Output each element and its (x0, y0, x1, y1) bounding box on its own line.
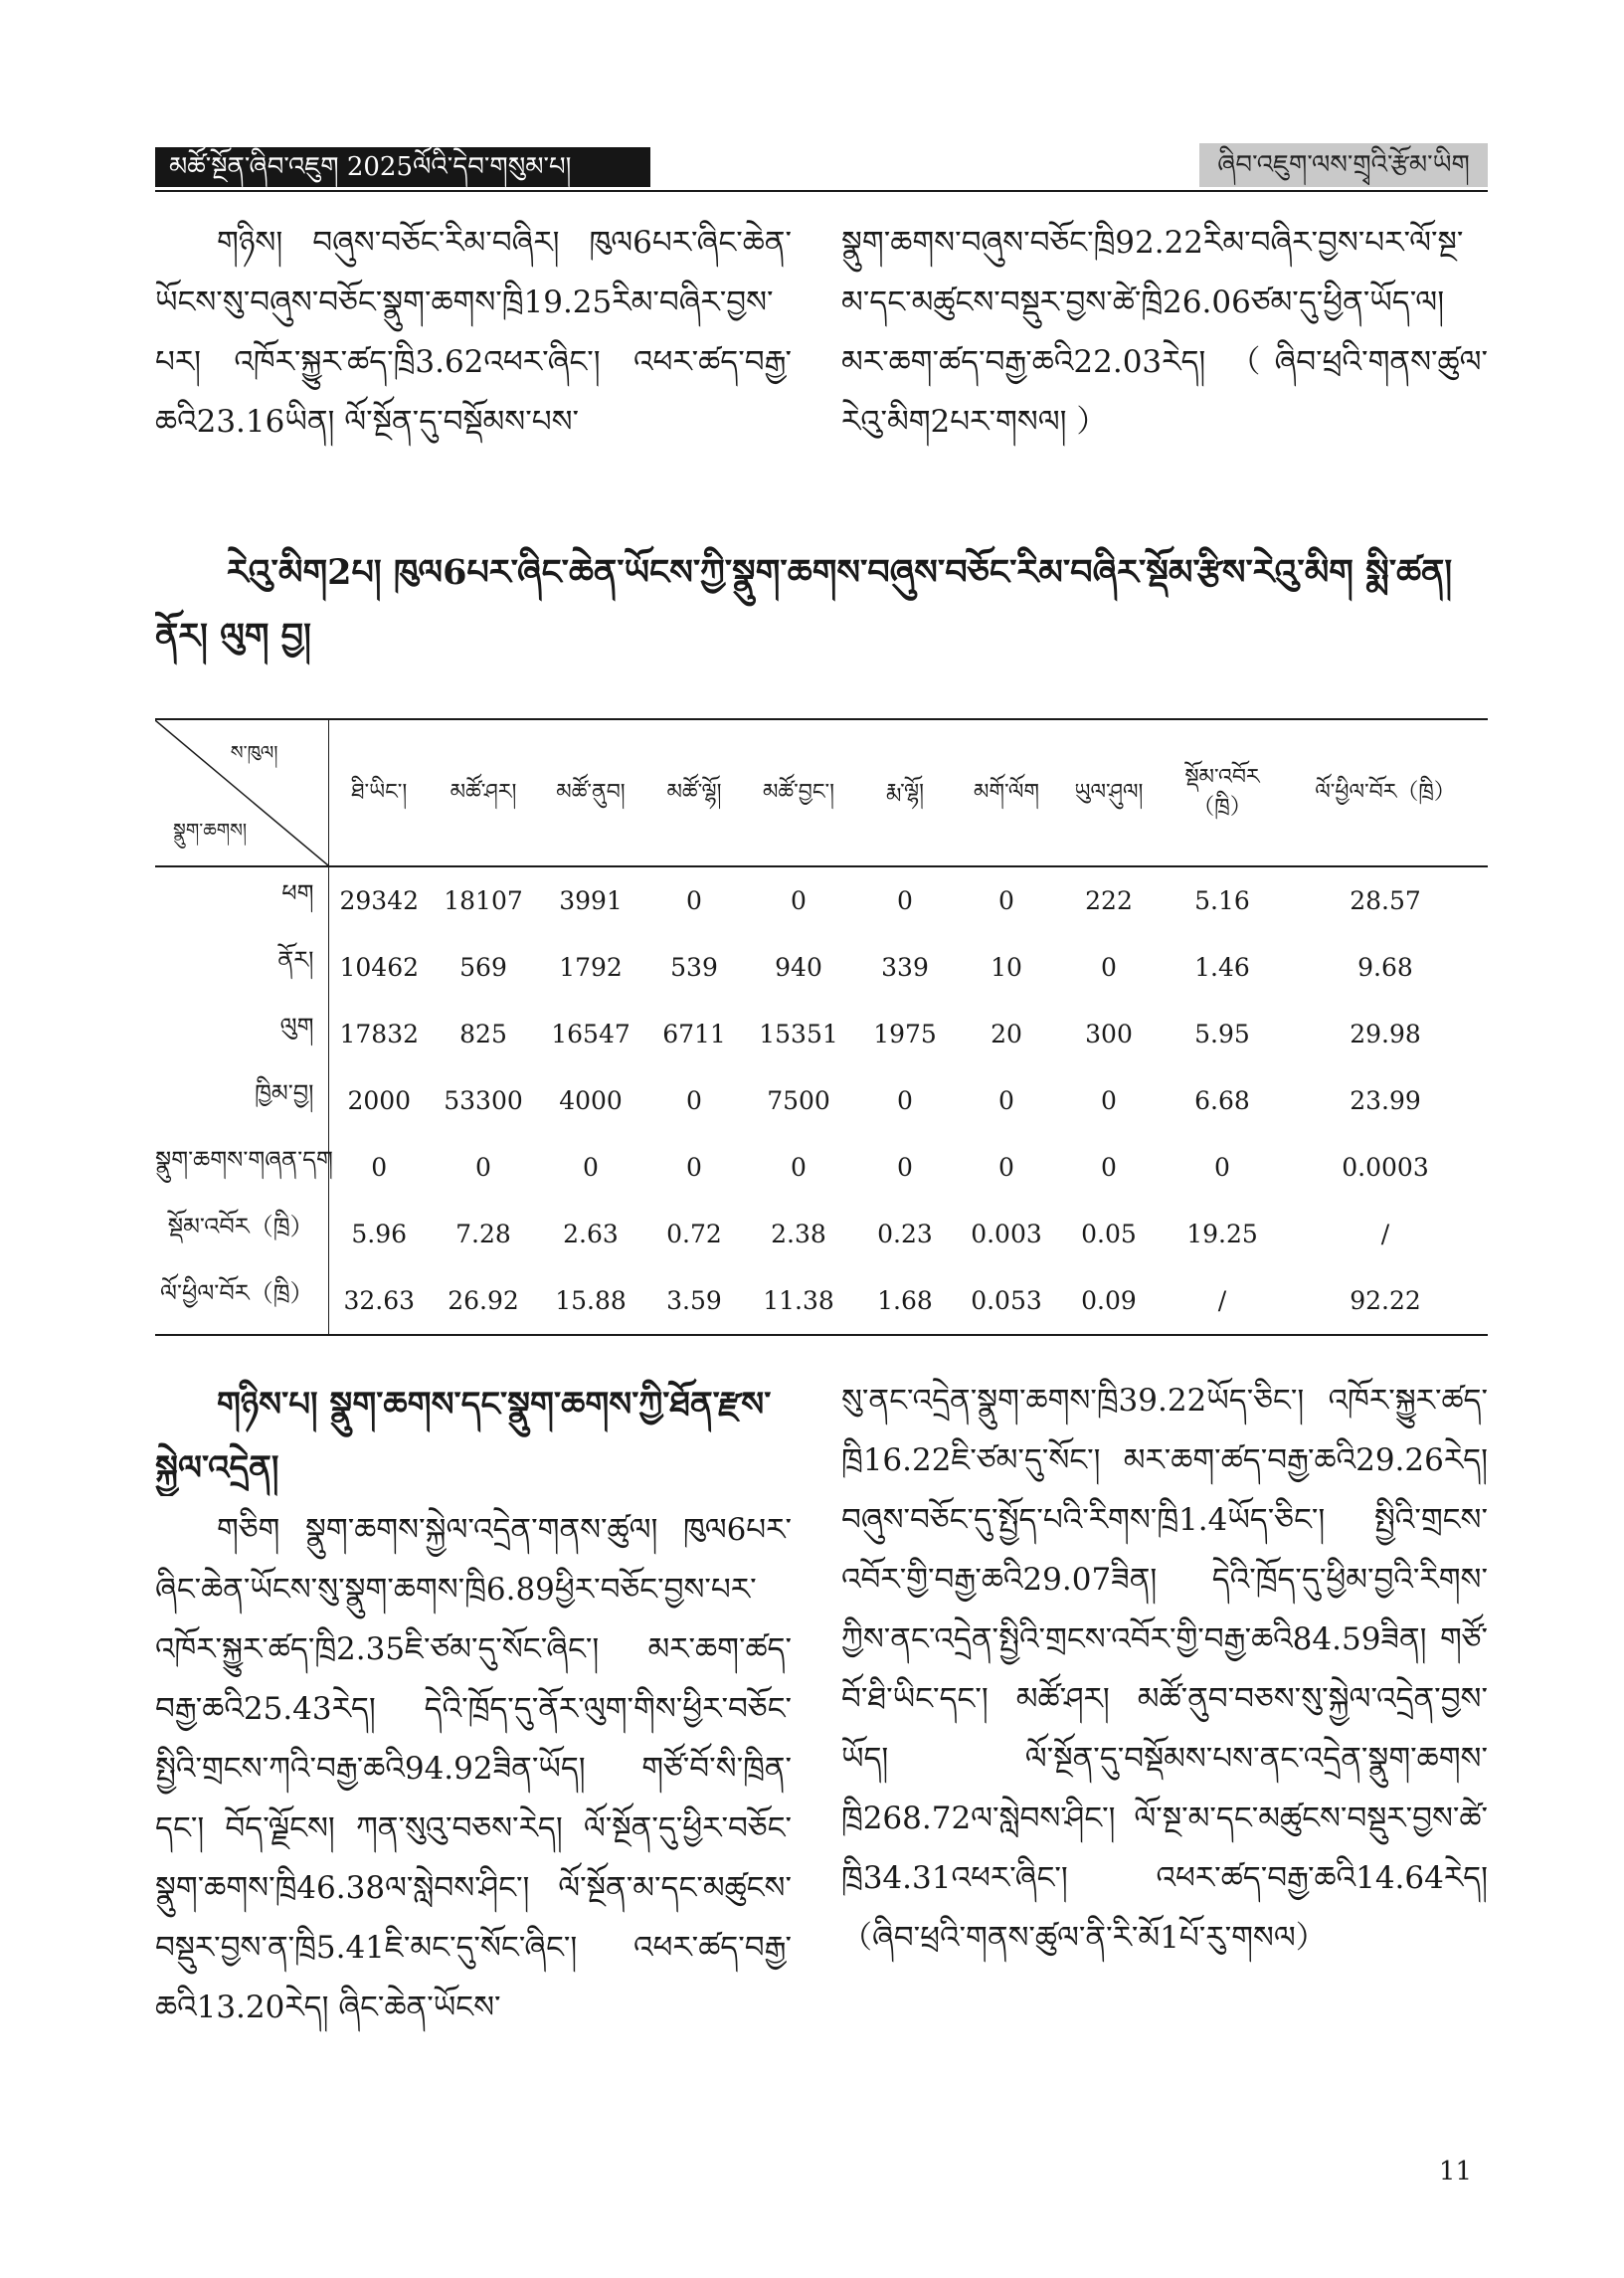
row-label: ལོ་ཕྱིལ་བོར（ཁྲི） (155, 1267, 328, 1335)
column-header: མཚོ་ནུབ། (556, 780, 626, 805)
table-row (155, 1134, 1488, 1201)
table-cell: 0.09 (1081, 1286, 1137, 1315)
table-cell: / (1217, 1286, 1227, 1315)
corner-region-label: ས་ཁུལ། (230, 742, 278, 764)
section-heading: གཉིས་པ། སྣུག་ཆགས་དང་སྣུག་ཆགས་ཀྱི་ཐོན་རྫས་སྐྱེལ་འདྲེན། (155, 1385, 772, 1488)
row-label: སྡོམ་འབོར（ཁྲི） (155, 1201, 328, 1267)
table-cell: 0 (371, 1153, 388, 1182)
statistics-table (155, 718, 1488, 1336)
paragraph-top-right: སྣུག་ཆགས་བཞུས་བཅོང་ཁྲི92.22རིམ་བཞིར་བྱས་པར་ལོ་སྔ་མ་དང་མཚུངས་བསྡུར་བྱས་ཚེ་ཁྲི26.06ཙམ་དུ་ཕྱིན་ཡོད་ལ། མར་ཆག་ཚད་བརྒྱ་ཆའི22.03རེད། （ཞིབ་ཕྲའི་གནས་ཚུལ་རེའུ་མིག2པར་གསལ། ） (841, 225, 1488, 440)
table-cell: 1.46 (1194, 953, 1250, 982)
table-cell: 4000 (559, 1086, 623, 1115)
table-cell: 0 (897, 1086, 913, 1115)
table-cell: 11.38 (763, 1286, 834, 1315)
table-cell: 0.05 (1081, 1220, 1137, 1248)
table-cell: 6.68 (1194, 1086, 1250, 1115)
corner-livestock-label: སྣུག་ཆགས། (173, 820, 248, 842)
table-cell: 5.96 (351, 1220, 408, 1248)
table-cell: 0 (791, 1153, 807, 1182)
table-row (155, 934, 1488, 1001)
table-corner-cell (155, 719, 328, 866)
table-cell: 2000 (347, 1086, 412, 1115)
column-header: ཐི་ཡིང་། (351, 780, 408, 805)
table-cell: 19.25 (1186, 1220, 1258, 1248)
column-header: ཡུལ་ཤུལ། (1074, 780, 1144, 805)
table-row (155, 1001, 1488, 1067)
table-cell: / (1380, 1220, 1390, 1248)
table-cell: 7.28 (455, 1220, 511, 1248)
row-label: ཕག (155, 866, 328, 934)
table-cell: 2.38 (771, 1220, 826, 1248)
table-cell: 3.59 (666, 1286, 722, 1315)
table-cell: 0.0003 (1342, 1153, 1429, 1182)
section-header-label: ཞིབ་འཇུག་ལས་གྲྭའི་རྩོམ་ཡིག (1199, 143, 1488, 187)
table-cell: 0 (998, 1086, 1014, 1115)
table-cell: 825 (459, 1020, 507, 1048)
paragraph-bottom-left: གཅིག སྣུག་ཆགས་སྐྱེལ་འདྲེན་གནས་ཚུལ། ཁུལ6པར་ཞིང་ཆེན་ཡོངས་སུ་སྣུག་ཆགས་ཁྲི6.89ཕྱིར་བཅོང་བྱས་པར་འཁོར་སྐྱུར་ཚད་ཁྲི2.35ཇི་ཙམ་དུ་སོང་ཞིང་། མར་ཆག་ཚད་བརྒྱ་ཆའི25.43རེད། དེའི་ཁྲོད་དུ་ནོར་ལུག་གིས་ཕྱིར་བཅོང་སྤྱིའི་གྲངས་ཀའི་བརྒྱ་ཆའི94.92ཟིན་ཡོད། གཙོ་བོ་སི་ཁྲིན་དང་། བོད་ལྗོངས། ཀན་སུའུ་བཅས་རེད། ལོ་སྔོན་དུ་ཕྱིར་བཅོང་སྣུག་ཆགས་ཁྲི46.38ལ་སླེབས་ཤིང་། ལོ་སྔོན་མ་དང་མཚུངས་བསྡུར་བྱས་ན་ཁྲི5.41ཇི་མང་དུ་སོང་ཞིང་། འཕར་ཚད་བརྒྱ་ཆའི13.20རེད། ཞིང་ཆེན་ཡོངས་ (155, 1512, 792, 2025)
row-label: ལུག (155, 1001, 328, 1067)
table-cell: 0 (583, 1153, 599, 1182)
table-header-row (155, 719, 1488, 866)
table-cell: 0 (686, 1086, 702, 1115)
row-label: ནོར། (155, 934, 328, 1001)
table-cell: 940 (775, 953, 822, 982)
table-cell: 0 (1101, 1153, 1117, 1182)
row-label: སྣུག་ཆགས་གཞན་དག (155, 1134, 328, 1201)
table-cell: 0 (897, 886, 913, 915)
table-cell: 7500 (767, 1086, 830, 1115)
table-cell: 1792 (559, 953, 623, 982)
table-cell: 569 (459, 953, 507, 982)
table-row (155, 1201, 1488, 1267)
table-cell: 15.88 (555, 1286, 627, 1315)
table-cell: 10 (991, 953, 1022, 982)
table-cell: 53300 (444, 1086, 523, 1115)
page-number: 11 (1438, 2157, 1472, 2186)
column-header: མཚོ་བྱང་། (762, 780, 835, 805)
table-cell: 0.23 (877, 1220, 933, 1248)
table-cell: 23.99 (1350, 1086, 1421, 1115)
table-cell: 15351 (759, 1020, 838, 1048)
table-cell: 0 (1214, 1153, 1230, 1182)
table-cell: 29342 (339, 886, 420, 915)
table-row (155, 866, 1488, 934)
table-cell: 5.16 (1194, 886, 1250, 915)
table-cell: 0.053 (971, 1286, 1042, 1315)
table-cell: 18107 (444, 886, 523, 915)
table-cell: 29.98 (1350, 1020, 1421, 1048)
column-header: སྡོམ་འབོར（ཁྲི） (1184, 765, 1260, 820)
table-cell: 0 (1101, 1086, 1117, 1115)
table-cell: 0 (998, 886, 1014, 915)
table-cell: 0 (686, 886, 702, 915)
table-cell: 0 (791, 886, 807, 915)
table-cell: 0.003 (971, 1220, 1042, 1248)
column-header: ལོ་ཕྱིལ་བོར（ཁྲི） (1315, 780, 1456, 805)
table-cell: 16547 (551, 1020, 631, 1048)
table-cell: 2.63 (563, 1220, 619, 1248)
paragraph-bottom-right: སུ་ནང་འདྲེན་སྣུག་ཆགས་ཁྲི39.22ཡོད་ཅིང་། འཁོར་སྐྱུར་ཚད་ཁྲི16.22ཇི་ཙམ་དུ་སོང་། མར་ཆག་ཚད་བརྒྱ་ཆའི29.26རེད། བཞུས་བཅོང་དུ་སྤྱོད་པའི་རིགས་ཁྲི1.4ཡོད་ཅིང་། སྤྱིའི་གྲངས་འབོར་གྱི་བརྒྱ་ཆའི29.07ཟིན། དེའི་ཁྲོད་དུ་ཕྱིམ་བྱའི་རིགས་ཀྱིས་ནང་འདྲེན་སྤྱིའི་གྲངས་འབོར་གྱི་བརྒྱ་ཆའི84.59ཟིན། གཙོ་བོ་ཐི་ཡིང་དང་། མཚོ་ཤར། མཚོ་ནུབ་བཅས་སུ་སྐྱེལ་འདྲེན་བྱས་ཡོད། ལོ་སྔོན་དུ་བསྡོམས་པས་ནང་འདྲེན་སྣུག་ཆགས་ཁྲི268.72ལ་སླེབས་ཤིང་། ལོ་སྔ་མ་དང་མཚུངས་བསྡུར་བྱས་ཚེ་ཁྲི34.31འཕར་ཞིང་། འཕར་ཚད་བརྒྱ་ཆའི14.64རེད། （ཞིབ་ཕྲའི་གནས་ཚུལ་ནི་རི་མོ1པོ་རུ་གསལ） (841, 1383, 1488, 1956)
table-cell: 1975 (873, 1020, 937, 1048)
table-cell: 0 (897, 1153, 913, 1182)
table-cell: 17832 (339, 1020, 420, 1048)
table-cell: 539 (670, 953, 718, 982)
header-rule (155, 190, 1488, 192)
table-cell: 0.72 (666, 1220, 722, 1248)
column-header: མགོ་ལོག (974, 780, 1039, 805)
table-cell: 20 (991, 1020, 1022, 1048)
table-cell: 32.63 (343, 1286, 416, 1315)
table-cell: 0 (1101, 953, 1117, 982)
column-header: རྨ་ལྷོ། (885, 780, 925, 805)
table-cell: 26.92 (448, 1286, 519, 1315)
row-label: ཁྱིམ་བྱ། (155, 1067, 328, 1134)
table-cell: 0 (998, 1153, 1014, 1182)
table-cell: 222 (1085, 886, 1133, 915)
table-cell: 6711 (662, 1020, 726, 1048)
table-cell: 300 (1085, 1020, 1133, 1048)
table-cell: 9.68 (1357, 953, 1413, 982)
paragraph-top-left: གཉིས། བཞུས་བཅོང་རིམ་བཞིར། ཁུལ6པར་ཞིང་ཆེན་ཡོངས་སུ་བཞུས་བཅོང་སྣུག་ཆགས་ཁྲི19.25རིམ་བཞིར་བྱས་པར། འཁོར་སྐྱུར་ཚད་ཁྲི3.62འཕར་ཞིང་། འཕར་ཚད་བརྒྱ་ཆའི23.16ཡིན། ལོ་སྔོན་དུ་བསྡོམས་པས་ (155, 225, 792, 440)
table-row (155, 1267, 1488, 1335)
table-cell: 10462 (339, 953, 420, 982)
table-cell: 0 (475, 1153, 491, 1182)
table-title: རེའུ་མིག2པ། ཁུལ6པར་ཞིང་ཆེན་ཡོངས་ཀྱི་སྣུག་ཆགས་བཞུས་བཅོང་རིམ་བཞིར་སྡོམ་རྩིས་རེའུ་མིག སྨི་ཚན། ནོར། ལུག བྱ། (155, 552, 1453, 657)
table-cell: 28.57 (1350, 886, 1421, 915)
table-cell: 0 (686, 1153, 702, 1182)
table-cell: 5.95 (1194, 1020, 1250, 1048)
table-row (155, 1067, 1488, 1134)
table-cell: 3991 (559, 886, 623, 915)
table-cell: 339 (881, 953, 929, 982)
journal-header-title: མཚོ་སྔོན་ཞིབ་འཇུག 2025ལོའི་དེབ་གསུམ་པ། (155, 147, 650, 187)
table-cell: 1.68 (877, 1286, 933, 1315)
column-header: མཚོ་ཤར། (450, 780, 517, 805)
column-header: མཚོ་ལྷོ། (666, 780, 722, 805)
table-cell: 92.22 (1350, 1286, 1421, 1315)
